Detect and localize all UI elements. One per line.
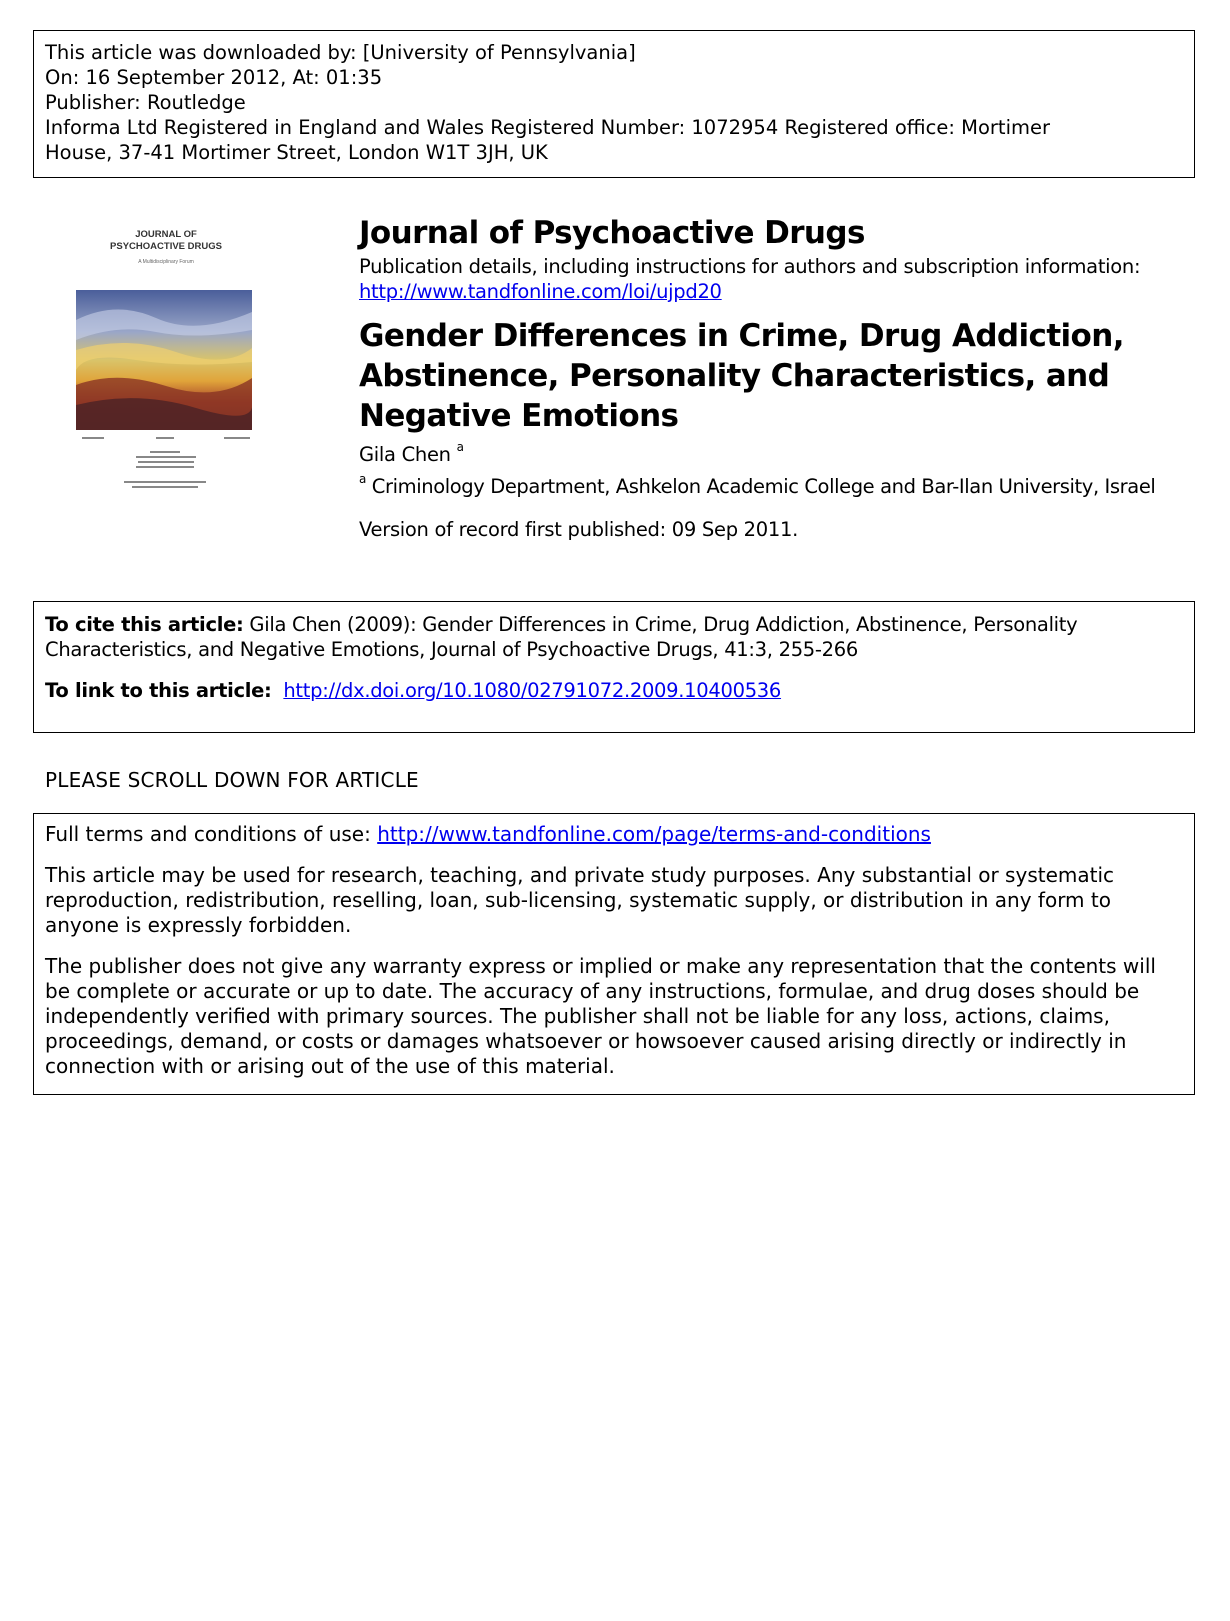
version-of-record: Version of record first published: 09 Sep 2011. — [359, 518, 798, 541]
publisher-line: Publisher: Routledge — [45, 91, 246, 114]
cite-label: To cite this article: — [45, 613, 244, 636]
affiliation-text: Criminology Department, Ashkelon Academic College and Bar-Ilan University, Israel — [371, 475, 1156, 498]
terms-paragraph-warranty: The publisher does not give any warranty express or implied or make any representation that the contents will be complete or accurate or up to date. The accuracy of any instructions, formulae, and drug doses should be independently verified with primary sources. The publisher shall not be liable for any loss, actions, claims, proceedings, demand, or costs or damages whatsoever or howsoever caused arising directly or indirectly in connection with or arising out of the use of this material. — [45, 954, 1156, 1078]
link-label: To link to this article: — [45, 679, 272, 702]
address-line: House, 37-41 Mortimer Street, London W1T 3JH, UK — [45, 141, 548, 164]
cite-text: Gila Chen (2009): Gender Differences in Crime, Drug Addiction, Abstinence, Personality Characteristics, and Negative Emotions, Journal of Psychoactive Drugs, 41:3, 255-266 — [45, 613, 1078, 661]
terms-paragraph-usage: This article may be used for research, teaching, and private study purposes. Any substantial or systematic reproduction, redistribution, reselling, loan, sub-licensing, systematic supply, or distribution in any form to anyone is expressly forbidden. — [45, 863, 1115, 937]
download-notice-box — [33, 30, 1195, 178]
terms-link[interactable]: http://www.tandfonline.com/page/terms-and-conditions — [377, 822, 931, 846]
terms-label: Full terms and conditions of use: — [45, 822, 371, 846]
download-line: This article was downloaded by: [University of Pennsylvania] — [45, 41, 636, 64]
link-row — [45, 678, 1183, 703]
publication-details: Publication details, including instructions for authors and subscription information: — [359, 255, 1141, 278]
cover-subtitle: A Multidisciplinary Forum — [138, 259, 194, 265]
scroll-notice: PLEASE SCROLL DOWN FOR ARTICLE — [45, 768, 419, 792]
journal-cover-image — [76, 225, 256, 507]
journal-title: Journal of Psychoactive Drugs — [359, 215, 865, 251]
affiliation-line — [359, 472, 1156, 498]
cover-title-line1: JOURNAL OF — [135, 229, 197, 240]
affiliation-superscript: a — [359, 472, 366, 486]
author-superscript: a — [456, 440, 464, 454]
doi-link[interactable]: http://dx.doi.org/10.1080/02791072.2009.10400536 — [283, 679, 782, 702]
author-line — [359, 440, 464, 466]
terms-row — [45, 822, 1183, 847]
author-name: Gila Chen — [359, 443, 451, 466]
cite-paragraph — [45, 612, 1183, 662]
cover-painting — [76, 290, 252, 430]
journal-url-link[interactable]: http://www.tandfonline.com/loi/ujpd20 — [359, 280, 722, 303]
download-date-line: On: 16 September 2012, At: 01:35 — [45, 66, 383, 89]
citation-box — [33, 601, 1195, 733]
article-title: Gender Differences in Crime, Drug Addiction, Abstinence, Personality Characteristics, and Negative Emotions — [359, 318, 1124, 434]
registration-line: Informa Ltd Registered in England and Wales Registered Number: 1072954 Registered office: Mortimer — [45, 116, 1050, 139]
cover-title-line2: PSYCHOACTIVE DRUGS — [110, 241, 222, 252]
terms-box — [33, 813, 1195, 1095]
